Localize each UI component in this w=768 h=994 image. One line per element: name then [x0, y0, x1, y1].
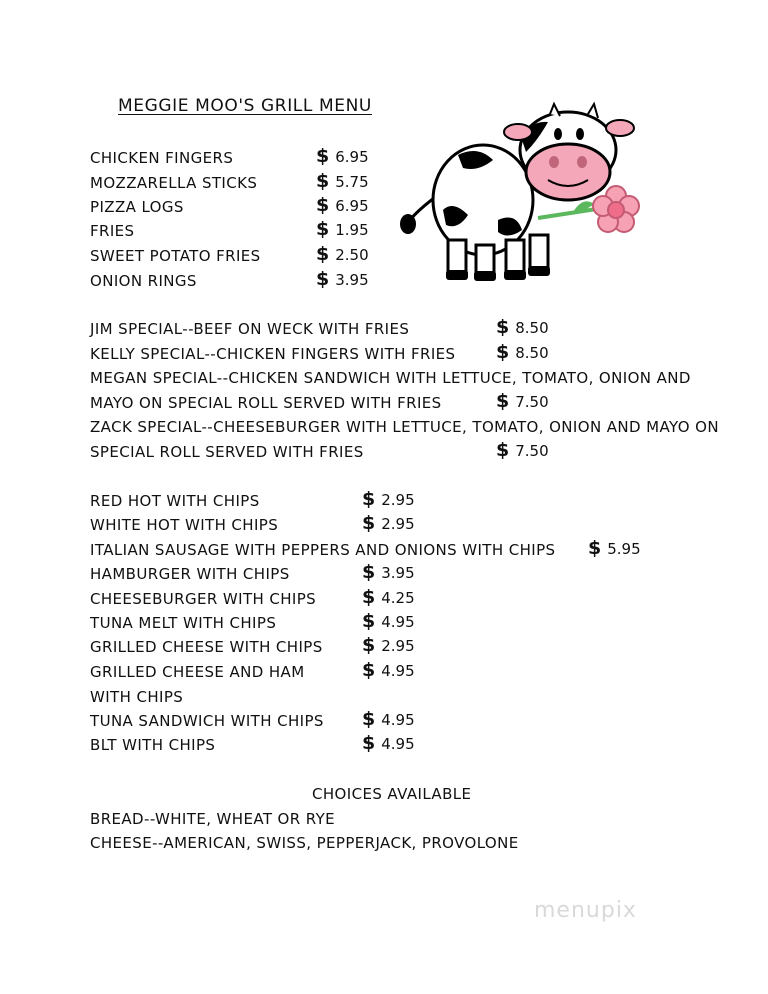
menu-item-price: $ 2.95	[362, 512, 415, 534]
watermark: menupix	[534, 898, 637, 923]
menu-item-price: $ 6.95	[316, 145, 369, 167]
choices-heading: CHOICES AVAILABLE	[312, 785, 472, 803]
menu-item-price: $ 4.25	[362, 586, 415, 608]
menu-item-price: $ 3.95	[362, 561, 415, 583]
menu-item-price: $ 4.95	[362, 659, 415, 681]
menu-item-name: GRILLED CHEESE AND HAM	[90, 663, 305, 681]
menu-item-price: $ 4.95	[362, 732, 415, 754]
special-line: JIM SPECIAL--BEEF ON WECK WITH FRIES	[90, 320, 410, 338]
menu-item-price: $ 3.95	[316, 268, 369, 290]
menu-item-price: $ 6.95	[316, 194, 369, 216]
special-price: $ 7.50	[496, 390, 549, 412]
choices-bread: BREAD--WHITE, WHEAT OR RYE	[90, 810, 336, 828]
choices-cheese: CHEESE--AMERICAN, SWISS, PEPPERJACK, PROVOLONE	[90, 834, 519, 852]
special-line: KELLY SPECIAL--CHICKEN FINGERS WITH FRIES	[90, 345, 456, 363]
menu-item-name: CHEESEBURGER WITH CHIPS	[90, 590, 317, 608]
special-price: $ 8.50	[496, 316, 549, 338]
menu-item-name: CHICKEN FINGERS	[90, 149, 234, 167]
menu-item-name: ONION RINGS	[90, 272, 197, 290]
menu-item-price: $ 5.75	[316, 170, 369, 192]
menu-item-name: HAMBURGER WITH CHIPS	[90, 565, 290, 583]
menu-title: MEGGIE MOO'S GRILL MENU	[118, 96, 372, 116]
menu-item-name-continued: WITH CHIPS	[90, 688, 184, 706]
menu-item-name: ITALIAN SAUSAGE WITH PEPPERS AND ONIONS WITH CHIPS	[90, 541, 556, 559]
menu-item-name: RED HOT WITH CHIPS	[90, 492, 260, 510]
special-price: $ 7.50	[496, 439, 549, 461]
special-line: SPECIAL ROLL SERVED WITH FRIES	[90, 443, 364, 461]
special-line: MEGAN SPECIAL--CHICKEN SANDWICH WITH LETTUCE, TOMATO, ONION AND	[90, 369, 691, 387]
menu-item-name: WHITE HOT WITH CHIPS	[90, 516, 279, 534]
menu-item-price: $ 4.95	[362, 708, 415, 730]
cow-with-flower-icon	[398, 100, 648, 290]
menu-item-price: $ 1.95	[316, 218, 369, 240]
menu-item-price: $ 2.95	[362, 634, 415, 656]
menu-item-price: $ 2.95	[362, 488, 415, 510]
special-price: $ 8.50	[496, 341, 549, 363]
menu-item-name: GRILLED CHEESE WITH CHIPS	[90, 638, 323, 656]
menu-item-name: FRIES	[90, 222, 135, 240]
menu-item-name: MOZZARELLA STICKS	[90, 174, 258, 192]
menu-item-price: $ 4.95	[362, 610, 415, 632]
menu-item-name: TUNA SANDWICH WITH CHIPS	[90, 712, 324, 730]
menu-item-name: BLT WITH CHIPS	[90, 736, 216, 754]
menu-item-name: TUNA MELT WITH CHIPS	[90, 614, 277, 632]
menu-item-price: $ 5.95	[588, 537, 641, 559]
special-line: MAYO ON SPECIAL ROLL SERVED WITH FRIES	[90, 394, 442, 412]
special-line: ZACK SPECIAL--CHEESEBURGER WITH LETTUCE, TOMATO, ONION AND MAYO ON	[90, 418, 719, 436]
menu-item-price: $ 2.50	[316, 243, 369, 265]
menu-item-name: PIZZA LOGS	[90, 198, 184, 216]
menu-item-name: SWEET POTATO FRIES	[90, 247, 261, 265]
